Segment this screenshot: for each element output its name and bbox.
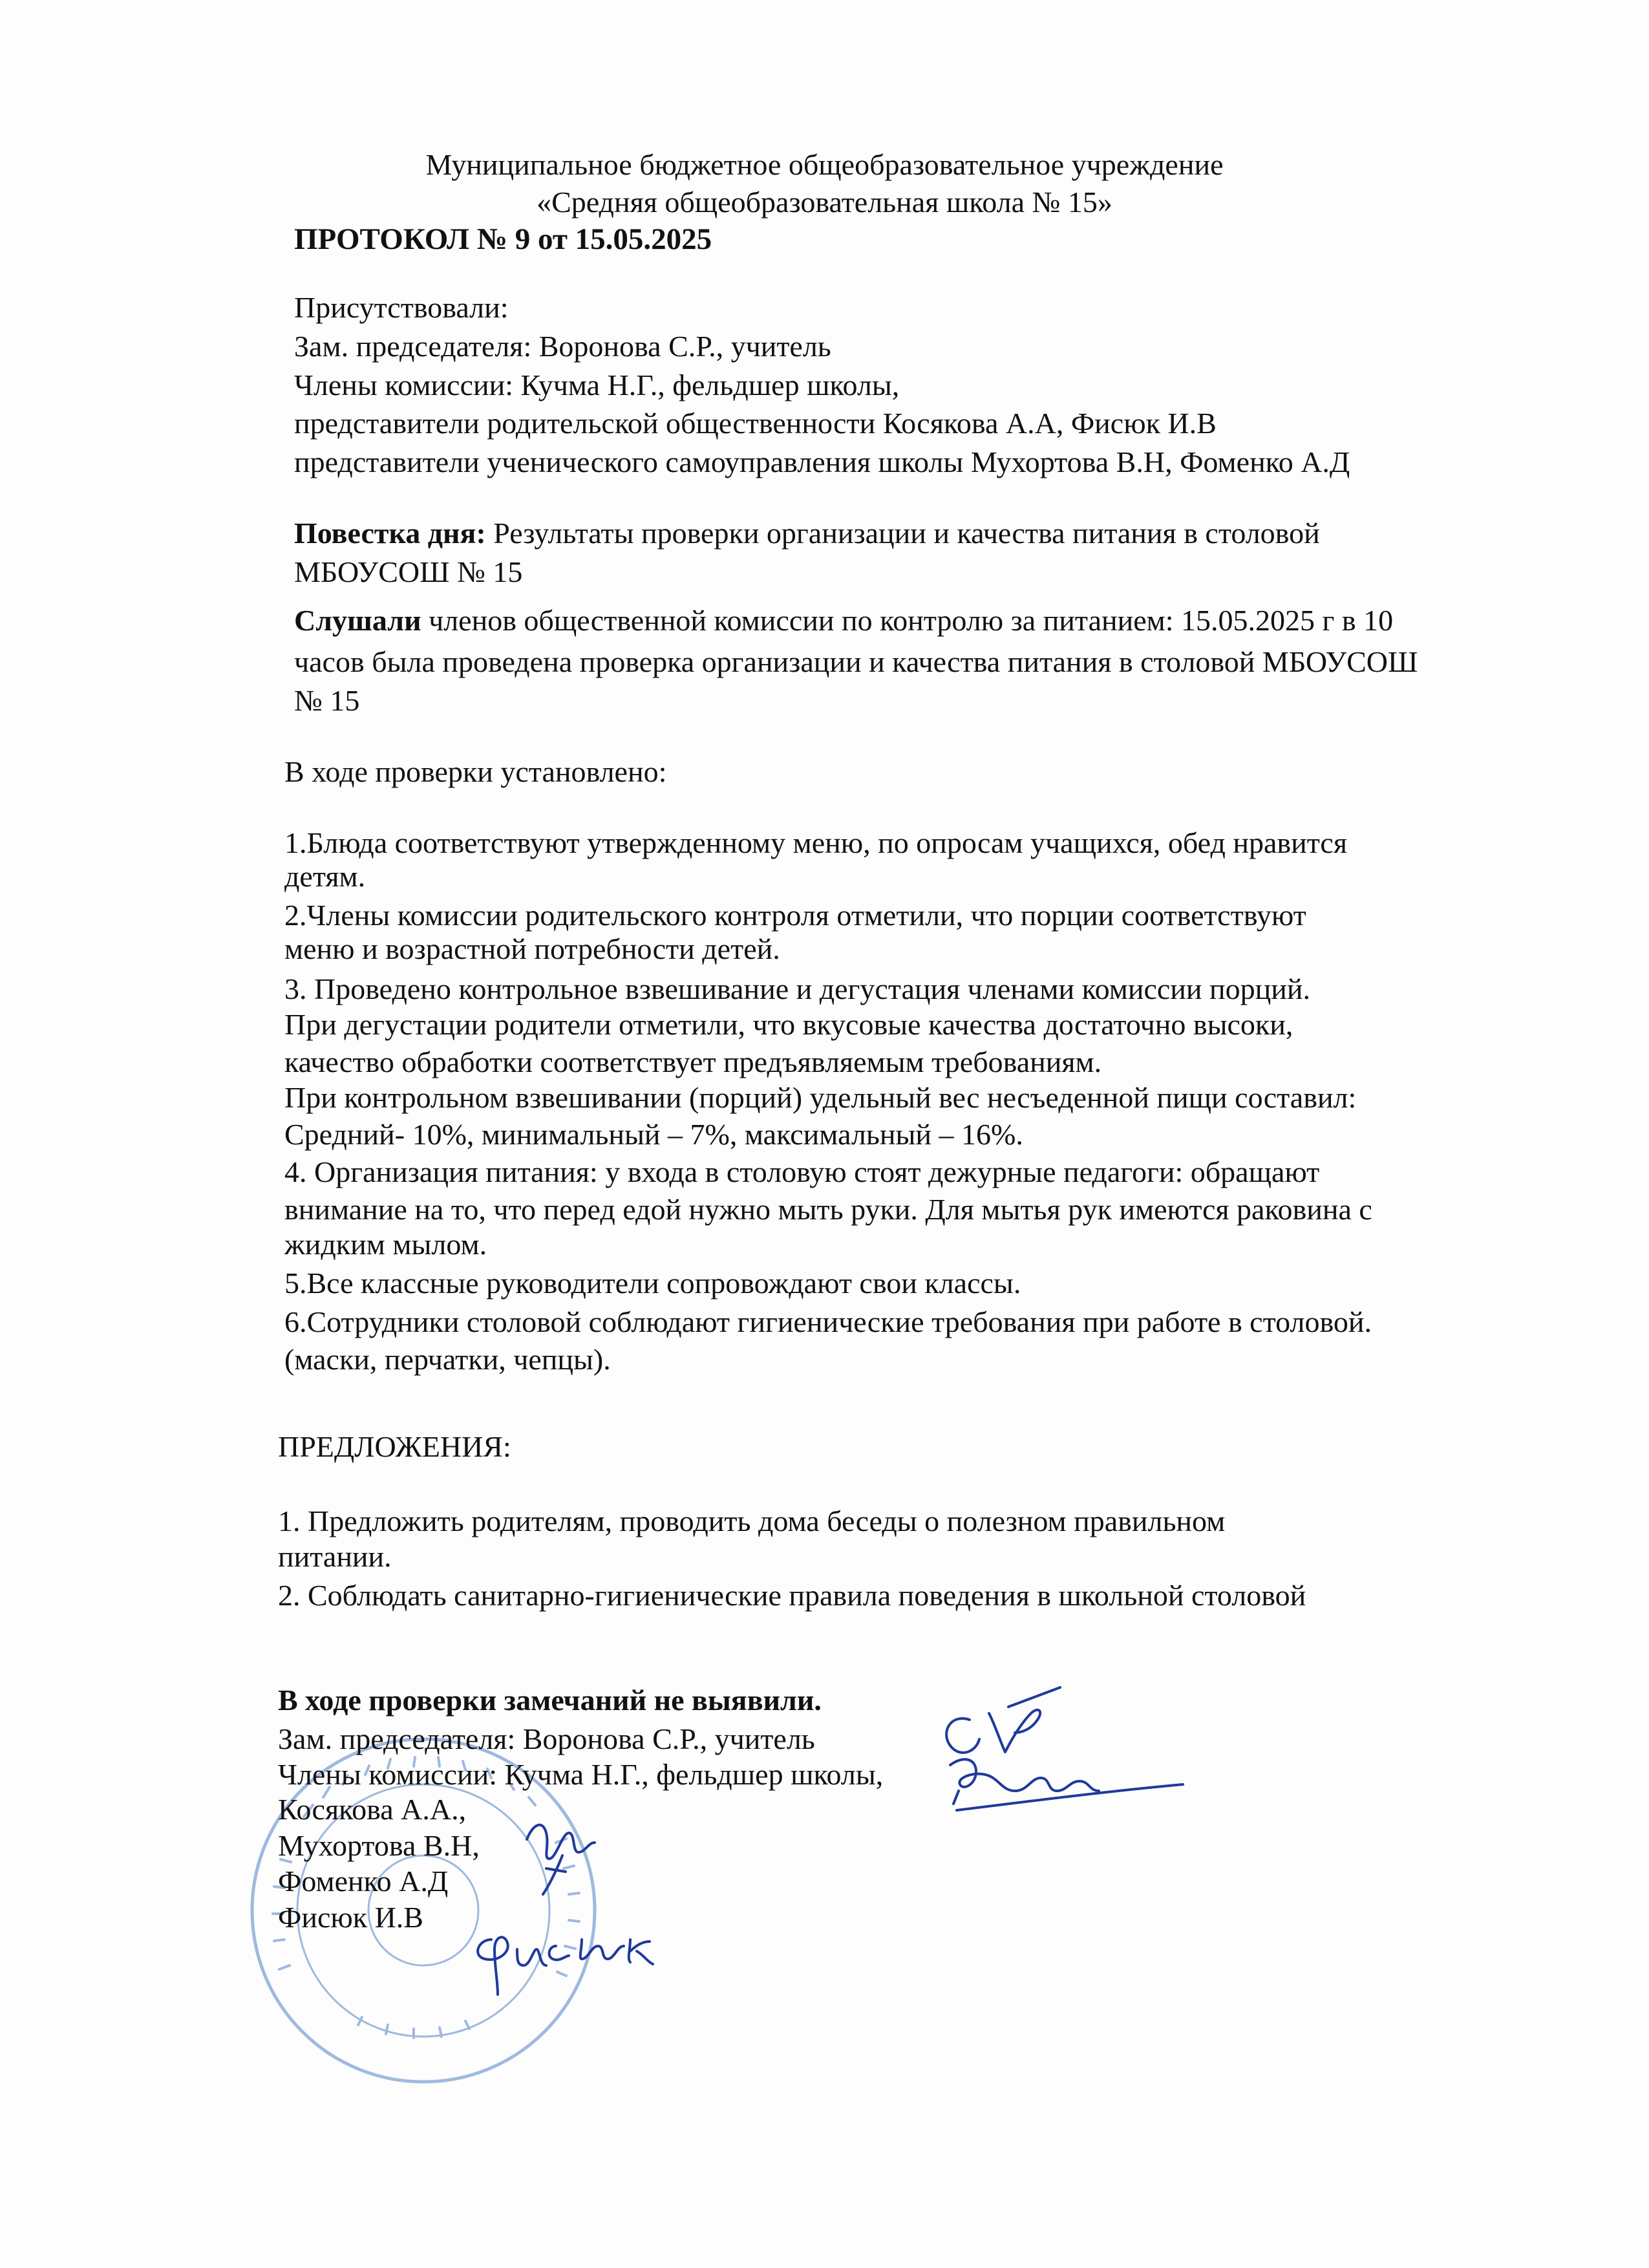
org-name-line2: «Средняя общеобразовательная школа № 15» bbox=[537, 186, 1112, 219]
finding-line: (маски, перчатки, чепцы). bbox=[284, 1343, 611, 1376]
attendance-members: Члены комиссии: Кучма Н.Г., фельдшер школы, bbox=[294, 369, 900, 401]
proposal-line: 1. Предложить родителям, проводить дома беседы о полезном правильном bbox=[278, 1504, 1226, 1537]
signatory-line: Фисюк И.В bbox=[278, 1901, 423, 1934]
proposal-line: 2. Соблюдать санитарно-гигиенические правила поведения в школьной столовой bbox=[278, 1579, 1306, 1612]
signatory-line: Косякова А.А., bbox=[278, 1793, 467, 1826]
finding-line: 6.Сотрудники столовой соблюдают гигиенические требования при работе в столовой. bbox=[284, 1305, 1372, 1338]
finding-line: меню и возрастной потребности детей. bbox=[284, 932, 780, 965]
attendance-students: представители ученического самоуправления школы Мухортова В.Н, Фоменко А.Д bbox=[294, 445, 1350, 478]
heard-text: членов общественной комиссии по контролю за питанием: 15.05.2025 г в 10 bbox=[421, 604, 1394, 637]
finding-line: 1.Блюда соответствуют утвержденному меню, по опросам учащихся, обед нравится bbox=[284, 826, 1347, 859]
finding-line: внимание на то, что перед едой нужно мыть руки. Для мытья рук имеются раковина с bbox=[284, 1193, 1372, 1226]
heard-line3: № 15 bbox=[294, 684, 360, 717]
signature-kuchma bbox=[950, 1759, 1183, 1810]
finding-line: 5.Все классные руководители сопровождают свои классы. bbox=[284, 1267, 1021, 1300]
signature-voronova bbox=[946, 1687, 1060, 1753]
finding-line: 2.Члены комиссии родительского контроля отметили, что порции соответствуют bbox=[284, 899, 1306, 932]
signatory-line: Зам. председателя: Воронова С.Р., учитель bbox=[278, 1722, 815, 1755]
attendance-label: Присутствовали: bbox=[294, 291, 509, 324]
finding-line: Средний- 10%, минимальный – 7%, максимальный – 16%. bbox=[284, 1118, 1023, 1151]
finding-line: 4. Организация питания: у входа в столовую стоят дежурные педагоги: обращают bbox=[284, 1155, 1320, 1188]
agenda-label: Повестка дня: bbox=[294, 517, 486, 550]
finding-line: детям. bbox=[284, 860, 366, 893]
finding-line: При дегустации родители отметили, что вкусовые качества достаточно высоки, bbox=[284, 1008, 1293, 1041]
proposal-line: питании. bbox=[278, 1540, 392, 1573]
signatory-line: Мухортова В.Н, bbox=[278, 1829, 480, 1862]
finding-line: качество обработки соответствует предъявляемым требованиям. bbox=[284, 1045, 1102, 1078]
finding-line: жидким мылом. bbox=[284, 1228, 487, 1261]
findings-label: В ходе проверки установлено: bbox=[284, 755, 667, 788]
org-name-line1: Муниципальное бюджетное общеобразовательное учреждение bbox=[425, 148, 1224, 181]
heard-label: Слушали bbox=[294, 604, 421, 637]
signatory-line: Члены комиссии: Кучма Н.Г., фельдшер школы, bbox=[278, 1758, 884, 1791]
proposals-label: ПРЕДЛОЖЕНИЯ: bbox=[278, 1430, 511, 1463]
signature-kosyakova bbox=[527, 1825, 595, 1894]
heard-line2: часов была проведена проверка организации и качества питания в столовой МБОУСОШ bbox=[294, 645, 1418, 678]
protocol-title: ПРОТОКОЛ № 9 от 15.05.2025 bbox=[294, 222, 712, 256]
finding-line: При контрольном взвешивании (порций) удельный вес несъеденной пищи составил: bbox=[284, 1081, 1357, 1114]
signatory-line: Фоменко А.Д bbox=[278, 1865, 449, 1898]
attendance-parents: представители родительской общественности Косякова А.А, Фисюк И.В bbox=[294, 407, 1217, 440]
attendance-vice-chair: Зам. председателя: Воронова С.Р., учитель bbox=[294, 330, 831, 363]
conclusion-summary: В ходе проверки замечаний не выявили. bbox=[278, 1684, 822, 1717]
agenda-line2: МБОУСОШ № 15 bbox=[294, 555, 523, 588]
finding-line: 3. Проведено контрольное взвешивание и дегустация членами комиссии порций. bbox=[284, 972, 1310, 1005]
agenda-text: Результаты проверки организации и качества питания в столовой bbox=[485, 517, 1320, 550]
